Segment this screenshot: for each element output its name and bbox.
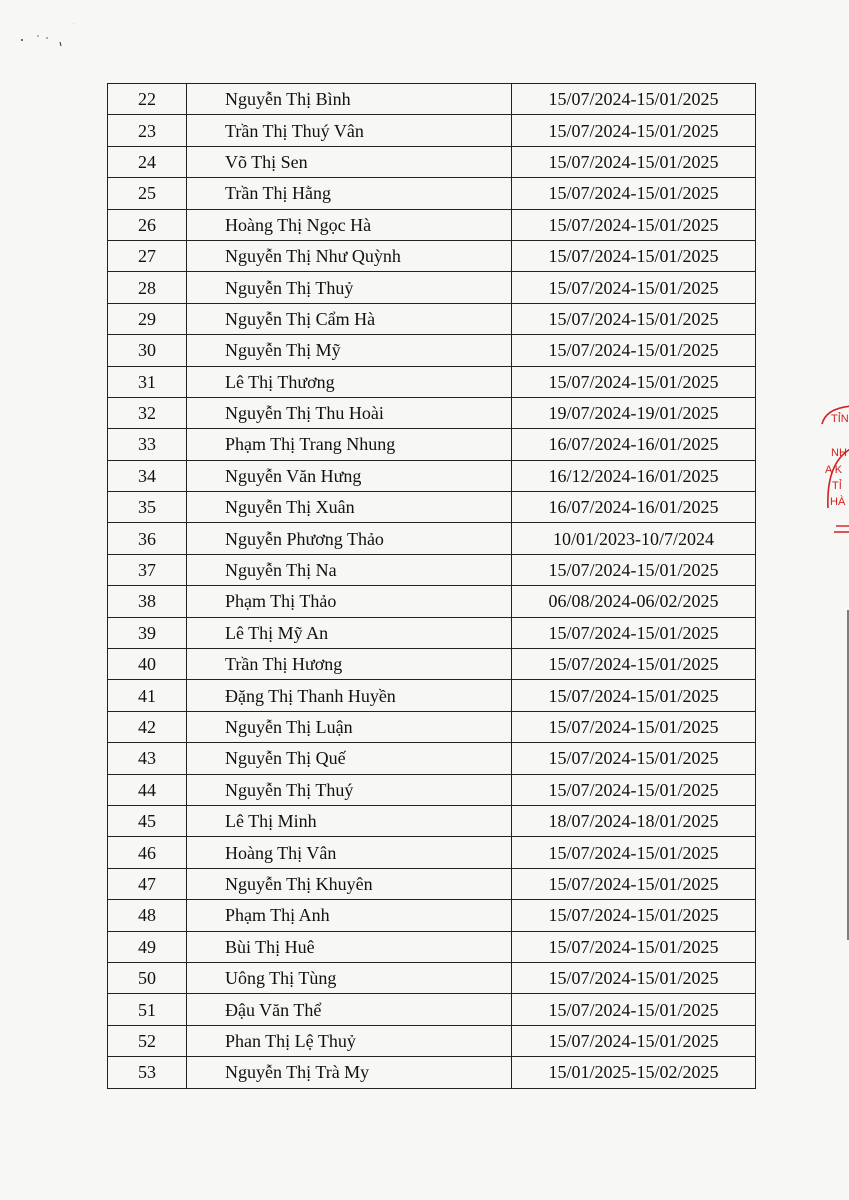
- period-cell: 15/07/2024-15/01/2025: [512, 931, 756, 962]
- table-row: [108, 84, 756, 115]
- table-row: [108, 1057, 756, 1088]
- row-number-cell: 31: [108, 366, 187, 397]
- period-cell: 15/07/2024-15/01/2025: [512, 711, 756, 742]
- stamp-line: A K: [825, 464, 843, 476]
- period-cell: 15/07/2024-15/01/2025: [512, 303, 756, 334]
- period-cell: 15/07/2024-15/01/2025: [512, 837, 756, 868]
- employee-name-cell: Hoàng Thị Vân: [187, 837, 512, 868]
- employee-name-cell: Bùi Thị Huê: [187, 931, 512, 962]
- employee-name-cell: Đậu Văn Thể: [187, 994, 512, 1025]
- table-row: [108, 900, 756, 931]
- period-cell: 15/01/2025-15/02/2025: [512, 1057, 756, 1088]
- row-number-cell: 43: [108, 743, 187, 774]
- employee-name-cell: Võ Thị Sen: [187, 146, 512, 177]
- employee-name-cell: Phan Thị Lệ Thuỷ: [187, 1025, 512, 1056]
- employee-name-cell: Uông Thị Tùng: [187, 962, 512, 993]
- row-number-cell: 29: [108, 303, 187, 334]
- seal-stamp-icon: [812, 398, 849, 548]
- row-number-cell: 32: [108, 397, 187, 428]
- period-cell: 15/07/2024-15/01/2025: [512, 868, 756, 899]
- employee-name-cell: Hoàng Thị Ngọc Hà: [187, 209, 512, 240]
- row-number-cell: 41: [108, 680, 187, 711]
- stamp-line: TỈN: [831, 413, 849, 425]
- employee-name-cell: Đặng Thị Thanh Huyền: [187, 680, 512, 711]
- table-row: [108, 272, 756, 303]
- table-row: [108, 492, 756, 523]
- employee-name-cell: Phạm Thị Trang Nhung: [187, 429, 512, 460]
- row-number-cell: 22: [108, 84, 187, 115]
- table-row: [108, 429, 756, 460]
- employee-name-cell: Nguyễn Thị Thu Hoài: [187, 397, 512, 428]
- row-number-cell: 24: [108, 146, 187, 177]
- period-cell: 16/07/2024-16/01/2025: [512, 429, 756, 460]
- employee-name-cell: Nguyễn Văn Hưng: [187, 460, 512, 491]
- employee-name-cell: Lê Thị Minh: [187, 805, 512, 836]
- row-number-cell: 39: [108, 617, 187, 648]
- table-row: [108, 743, 756, 774]
- table-row: [108, 962, 756, 993]
- period-cell: 15/07/2024-15/01/2025: [512, 272, 756, 303]
- table-row: [108, 994, 756, 1025]
- table-row: [108, 931, 756, 962]
- period-cell: 15/07/2024-15/01/2025: [512, 680, 756, 711]
- period-cell: 15/07/2024-15/01/2025: [512, 115, 756, 146]
- employee-name-cell: Nguyễn Thị Thuỷ: [187, 272, 512, 303]
- row-number-cell: 40: [108, 649, 187, 680]
- period-cell: 15/07/2024-15/01/2025: [512, 366, 756, 397]
- table-row: [108, 335, 756, 366]
- table-row: [108, 680, 756, 711]
- table-row: [108, 209, 756, 240]
- employee-table: [107, 83, 756, 1089]
- table-row: [108, 240, 756, 271]
- row-number-cell: 51: [108, 994, 187, 1025]
- period-cell: 15/07/2024-15/01/2025: [512, 146, 756, 177]
- row-number-cell: 50: [108, 962, 187, 993]
- period-cell: 15/07/2024-15/01/2025: [512, 209, 756, 240]
- period-cell: 06/08/2024-06/02/2025: [512, 586, 756, 617]
- period-cell: 15/07/2024-15/01/2025: [512, 335, 756, 366]
- row-number-cell: 36: [108, 523, 187, 554]
- employee-name-cell: Lê Thị Mỹ An: [187, 617, 512, 648]
- employee-name-cell: Nguyễn Thị Xuân: [187, 492, 512, 523]
- period-cell: 15/07/2024-15/01/2025: [512, 178, 756, 209]
- scan-edge-shadow: [845, 610, 849, 940]
- row-number-cell: 42: [108, 711, 187, 742]
- period-cell: 15/07/2024-15/01/2025: [512, 554, 756, 585]
- table-row: [108, 460, 756, 491]
- row-number-cell: 48: [108, 900, 187, 931]
- table-row: [108, 711, 756, 742]
- table-row: [108, 649, 756, 680]
- row-number-cell: 49: [108, 931, 187, 962]
- row-number-cell: 38: [108, 586, 187, 617]
- table-row: [108, 146, 756, 177]
- stamp-line: HÀ: [830, 496, 846, 508]
- table-row: [108, 868, 756, 899]
- table-row: [108, 523, 756, 554]
- row-number-cell: 45: [108, 805, 187, 836]
- period-cell: 16/07/2024-16/01/2025: [512, 492, 756, 523]
- employee-name-cell: Trần Thị Thuý Vân: [187, 115, 512, 146]
- table-row: [108, 837, 756, 868]
- row-number-cell: 33: [108, 429, 187, 460]
- employee-name-cell: Nguyễn Thị Như Quỳnh: [187, 240, 512, 271]
- row-number-cell: 53: [108, 1057, 187, 1088]
- row-number-cell: 47: [108, 868, 187, 899]
- table-row: [108, 178, 756, 209]
- row-number-cell: 35: [108, 492, 187, 523]
- stamp-line: NH: [831, 447, 847, 459]
- period-cell: 15/07/2024-15/01/2025: [512, 743, 756, 774]
- employee-name-cell: Nguyễn Thị Bình: [187, 84, 512, 115]
- period-cell: 15/07/2024-15/01/2025: [512, 1025, 756, 1056]
- employee-name-cell: Nguyễn Thị Trà My: [187, 1057, 512, 1088]
- period-cell: 18/07/2024-18/01/2025: [512, 805, 756, 836]
- table-row: [108, 303, 756, 334]
- period-cell: 15/07/2024-15/01/2025: [512, 774, 756, 805]
- period-cell: 10/01/2023-10/7/2024: [512, 523, 756, 554]
- stamp-line: TỈ: [832, 480, 842, 492]
- employee-name-cell: Nguyễn Thị Mỹ: [187, 335, 512, 366]
- period-cell: 15/07/2024-15/01/2025: [512, 962, 756, 993]
- table-row: [108, 554, 756, 585]
- scan-speck-icon: [14, 22, 74, 52]
- row-number-cell: 46: [108, 837, 187, 868]
- period-cell: 16/12/2024-16/01/2025: [512, 460, 756, 491]
- employee-name-cell: Nguyễn Thị Thuý: [187, 774, 512, 805]
- table-row: [108, 1025, 756, 1056]
- employee-table-body: [108, 84, 756, 1089]
- employee-name-cell: Phạm Thị Anh: [187, 900, 512, 931]
- table-row: [108, 397, 756, 428]
- employee-name-cell: Nguyễn Thị Na: [187, 554, 512, 585]
- period-cell: 15/07/2024-15/01/2025: [512, 617, 756, 648]
- employee-name-cell: Nguyễn Thị Quế: [187, 743, 512, 774]
- employee-name-cell: Phạm Thị Thảo: [187, 586, 512, 617]
- row-number-cell: 30: [108, 335, 187, 366]
- row-number-cell: 37: [108, 554, 187, 585]
- period-cell: 19/07/2024-19/01/2025: [512, 397, 756, 428]
- row-number-cell: 25: [108, 178, 187, 209]
- table-row: [108, 366, 756, 397]
- table-row: [108, 805, 756, 836]
- period-cell: 15/07/2024-15/01/2025: [512, 994, 756, 1025]
- employee-name-cell: Trần Thị Hương: [187, 649, 512, 680]
- period-cell: 15/07/2024-15/01/2025: [512, 649, 756, 680]
- period-cell: 15/07/2024-15/01/2025: [512, 240, 756, 271]
- employee-name-cell: Nguyễn Thị Khuyên: [187, 868, 512, 899]
- row-number-cell: 28: [108, 272, 187, 303]
- employee-name-cell: Nguyễn Thị Cẩm Hà: [187, 303, 512, 334]
- table-row: [108, 115, 756, 146]
- table-row: [108, 617, 756, 648]
- row-number-cell: 34: [108, 460, 187, 491]
- table-row: [108, 774, 756, 805]
- row-number-cell: 44: [108, 774, 187, 805]
- row-number-cell: 52: [108, 1025, 187, 1056]
- employee-name-cell: Nguyễn Thị Luận: [187, 711, 512, 742]
- table-row: [108, 586, 756, 617]
- row-number-cell: 27: [108, 240, 187, 271]
- period-cell: 15/07/2024-15/01/2025: [512, 900, 756, 931]
- row-number-cell: 26: [108, 209, 187, 240]
- period-cell: 15/07/2024-15/01/2025: [512, 84, 756, 115]
- employee-name-cell: Trần Thị Hằng: [187, 178, 512, 209]
- employee-name-cell: Nguyễn Phương Thảo: [187, 523, 512, 554]
- employee-name-cell: Lê Thị Thương: [187, 366, 512, 397]
- row-number-cell: 23: [108, 115, 187, 146]
